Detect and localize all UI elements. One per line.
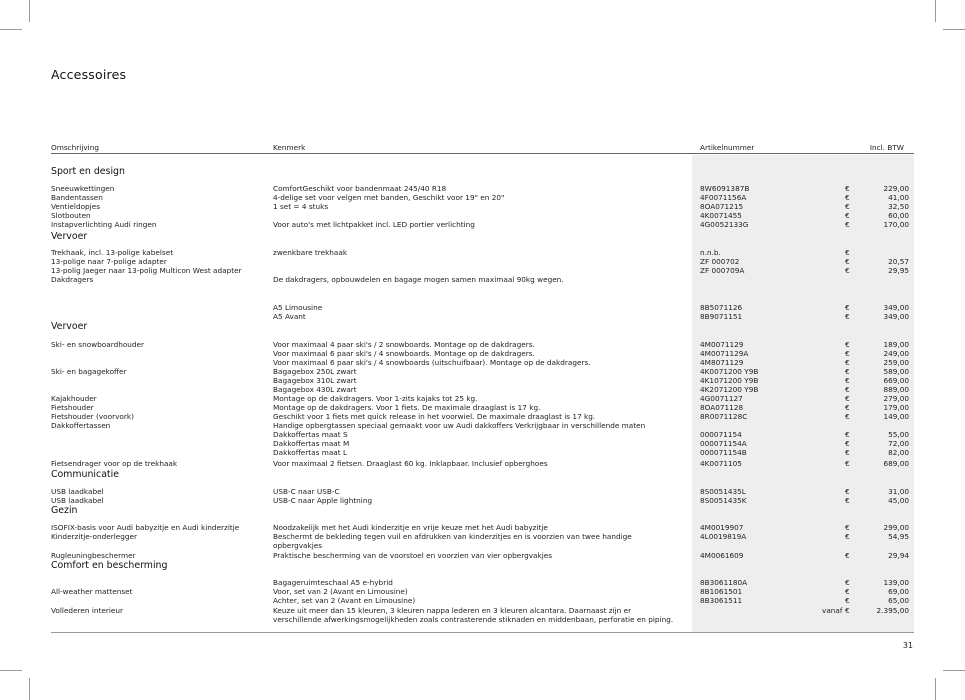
row-omschrijving: Kinderzitje-onderlegger (51, 532, 138, 541)
crop-mark (943, 670, 965, 671)
row-price: 82,00 (888, 448, 909, 457)
euro-symbol: € (845, 385, 850, 394)
row-artikelnummer: 4M0019907 (700, 523, 744, 532)
euro-symbol: € (845, 211, 850, 220)
crop-mark (935, 0, 936, 22)
row-kenmerk: A5 Avant (273, 312, 306, 321)
row-price: 149,00 (883, 412, 909, 421)
euro-symbol: € (845, 376, 850, 385)
row-artikelnummer: 8R0071128C (700, 412, 748, 421)
header-divider (51, 153, 914, 154)
row-omschrijving: Dakdragers (51, 275, 94, 284)
row-kenmerk: Praktische bescherming van de voorstoel en voorzien van vier opbergvakjes (273, 551, 553, 560)
row-price: 229,00 (883, 184, 909, 193)
row-kenmerk: Voor auto's met lichtpakket incl. LED portier verlichting (273, 220, 475, 229)
row-artikelnummer: ZF 000702 (700, 257, 740, 266)
row-omschrijving: Rugleuningbeschermer (51, 551, 136, 560)
row-artikelnummer: 8B3061511 (700, 596, 743, 605)
euro-symbol: € (845, 340, 850, 349)
row-price: 54,95 (888, 532, 909, 541)
row-kenmerk: De dakdragers, opbouwdelen en bagage mogen samen maximaal 90kg wegen. (273, 275, 564, 284)
row-kenmerk: Dakkoffertas maat L (273, 448, 348, 457)
row-price: 259,00 (883, 358, 909, 367)
row-kenmerk: Montage op de dakdragers. Voor 1-zits kajaks tot 25 kg. (273, 394, 478, 403)
row-price: 689,00 (883, 459, 909, 468)
row-omschrijving: Ventieldopjes (51, 202, 100, 211)
header-omschrijving: Omschrijving (51, 143, 99, 152)
euro-symbol: € (845, 523, 850, 532)
header-artikelnummer: Artikelnummer (700, 143, 755, 152)
row-artikelnummer: 8OA071215 (700, 202, 744, 211)
row-price: 279,00 (883, 394, 909, 403)
row-kenmerk: Voor maximaal 2 fietsen. Draaglast 60 kg. Inklapbaar. Inclusief opberghoes (273, 459, 548, 468)
euro-symbol: € (845, 412, 850, 421)
row-artikelnummer: 4M0071129A (700, 349, 749, 358)
row-price: 41,00 (888, 193, 909, 202)
row-artikelnummer: 4K1071200 Y9B (700, 376, 759, 385)
row-price: 179,00 (883, 403, 909, 412)
row-kenmerk: Dakkoffertas maat M (273, 439, 350, 448)
row-price: 45,00 (888, 496, 909, 505)
crop-mark (29, 0, 30, 22)
row-artikelnummer: 8B5071126 (700, 303, 743, 312)
row-omschrijving: ISOFIX-basis voor Audi babyzitje en Audi kinderzitje (51, 523, 240, 532)
row-omschrijving: Trekhaak, incl. 13-polige kabelset (51, 248, 174, 257)
row-kenmerk: A5 Limousine (273, 303, 323, 312)
row-price: 249,00 (883, 349, 909, 358)
row-kenmerk: Geschikt voor 1 fiets met quick release in het voorwiel. De maximale draaglast is 17 kg. (273, 412, 596, 421)
header-kenmerk: Kenmerk (273, 143, 306, 152)
row-kenmerk: USB-C naar USB-C (273, 487, 340, 496)
euro-symbol: € (845, 349, 850, 358)
row-kenmerk: opbergvakjes (273, 541, 323, 550)
euro-symbol: € (845, 587, 850, 596)
row-artikelnummer: 4F0071156A (700, 193, 747, 202)
row-price: 349,00 (883, 312, 909, 321)
euro-symbol: € (845, 448, 850, 457)
row-omschrijving: 13-polig Jaeger naar 13-polig Multicon West adapter (51, 266, 242, 275)
row-omschrijving: Sneeuwkettingen (51, 184, 115, 193)
row-artikelnummer: 4G0052133G (700, 220, 749, 229)
row-omschrijving: Slotbouten (51, 211, 91, 220)
euro-symbol: € (845, 496, 850, 505)
row-kenmerk: 1 set = 4 stuks (273, 202, 329, 211)
euro-symbol: € (845, 220, 850, 229)
row-artikelnummer: 000071154A (700, 439, 747, 448)
row-kenmerk: Voor maximaal 6 paar ski's / 4 snowboards. Montage op de dakdragers. (273, 349, 535, 358)
row-omschrijving: Fietshouder (51, 403, 94, 412)
row-kenmerk: Bagagebox 430L zwart (273, 385, 357, 394)
euro-symbol: € (845, 184, 850, 193)
row-omschrijving: Instapverlichting Audi ringen (51, 220, 157, 229)
euro-symbol: € (845, 430, 850, 439)
euro-symbol: € (845, 487, 850, 496)
euro-symbol: € (845, 578, 850, 587)
crop-mark (29, 678, 30, 700)
euro-symbol: € (845, 193, 850, 202)
row-kenmerk: Dakkoffertas maat S (273, 430, 348, 439)
row-kenmerk: Voor, set van 2 (Avant en Limousine) (273, 587, 408, 596)
row-omschrijving: Dakkoffertassen (51, 421, 111, 430)
row-omschrijving: Bandentassen (51, 193, 103, 202)
row-kenmerk: Bagageruimteschaal A5 e-hybrid (273, 578, 393, 587)
row-omschrijving: USB laadkabel (51, 496, 104, 505)
euro-symbol: € (845, 532, 850, 541)
row-kenmerk: Beschermt de bekleding tegen vuil en afdrukken van kinderzitjes en is voorzien van twee handige (273, 532, 632, 541)
euro-symbol: € (845, 394, 850, 403)
header-prijs: Incl. BTW (869, 143, 904, 152)
euro-symbol: € (845, 459, 850, 468)
row-kenmerk: Bagagebox 250L zwart (273, 367, 357, 376)
euro-symbol: € (845, 257, 850, 266)
euro-symbol: € (845, 248, 850, 257)
row-price: 299,00 (883, 523, 909, 532)
row-artikelnummer: 000071154 (700, 430, 742, 439)
section-title: Communicatie (51, 469, 119, 480)
row-kenmerk: verschillende afwerkingsmogelijkheden zoals contrasterende stiknaden en middenbaan, perforatie en piping. (273, 615, 674, 624)
crop-mark (0, 29, 22, 30)
row-kenmerk: 4-delige set voor velgen met banden, Geschikt voor 19" en 20" (273, 193, 505, 202)
page-number: 31 (902, 641, 913, 650)
row-price: 889,00 (883, 385, 909, 394)
row-price: 170,00 (883, 220, 909, 229)
row-kenmerk: zwenkbare trekhaak (273, 248, 348, 257)
row-kenmerk: Keuze uit meer dan 15 kleuren, 3 kleuren nappa lederen en 3 kleuren alcantara. Daarnaast zijn er (273, 606, 632, 615)
row-artikelnummer: 8S0051435K (700, 496, 747, 505)
row-omschrijving: Ski- en snowboardhouder (51, 340, 145, 349)
euro-symbol: € (845, 358, 850, 367)
row-kenmerk: Noodzakelijk met het Audi kinderzitje en vrije keuze met het Audi babyzitje (273, 523, 548, 532)
row-kenmerk: Voor maximaal 6 paar ski's / 4 snowboards (uitschuifbaar). Montage op de dakdragers. (273, 358, 591, 367)
row-price: 20,57 (888, 257, 909, 266)
row-artikelnummer: 4M0071129 (700, 340, 744, 349)
row-artikelnummer: 4K0071105 (700, 459, 742, 468)
section-title: Sport en design (51, 166, 125, 177)
row-price: 29,95 (888, 266, 909, 275)
row-kenmerk: Montage op de dakdragers. Voor 1 fiets. De maximale draaglast is 17 kg. (273, 403, 541, 412)
row-omschrijving: Ski- en bagagekoffer (51, 367, 127, 376)
row-artikelnummer: 4G0071127 (700, 394, 743, 403)
row-artikelnummer: ZF 000709A (700, 266, 745, 275)
row-price: 69,00 (888, 587, 909, 596)
row-price-prefix: vanaf (822, 606, 843, 615)
crop-mark (943, 29, 965, 30)
row-price: 139,00 (883, 578, 909, 587)
row-artikelnummer: 8B9071151 (700, 312, 743, 321)
row-artikelnummer: 4K0071455 (700, 211, 742, 220)
row-omschrijving: Fietsendrager voor op de trekhaak (51, 459, 178, 468)
euro-symbol: € (845, 367, 850, 376)
row-artikelnummer: 4L0019819A (700, 532, 747, 541)
euro-symbol: € (845, 439, 850, 448)
row-artikelnummer: 4K2071200 Y9B (700, 385, 759, 394)
row-price: 669,00 (883, 376, 909, 385)
row-omschrijving: Fietshouder (voorvork) (51, 412, 134, 421)
row-artikelnummer: 000071154B (700, 448, 747, 457)
page-title: Accessoires (51, 67, 127, 82)
row-kenmerk: USB-C naar Apple lightning (273, 496, 373, 505)
row-price: 31,00 (888, 487, 909, 496)
row-omschrijving: Vollederen interieur (51, 606, 123, 615)
row-price: 589,00 (883, 367, 909, 376)
row-artikelnummer: 4M0061609 (700, 551, 744, 560)
euro-symbol: € (845, 606, 850, 615)
row-omschrijving: USB laadkabel (51, 487, 104, 496)
euro-symbol: € (845, 303, 850, 312)
footer-divider (51, 632, 914, 633)
row-price: 60,00 (888, 211, 909, 220)
row-kenmerk: ComfortGeschikt voor bandenmaat 245/40 R18 (273, 184, 447, 193)
crop-mark (935, 678, 936, 700)
crop-mark (0, 670, 22, 671)
section-title: Comfort en bescherming (51, 560, 168, 571)
row-price: 349,00 (883, 303, 909, 312)
row-price: 32,50 (888, 202, 909, 211)
row-price: 65,00 (888, 596, 909, 605)
row-kenmerk: Achter, set van 2 (Avant en Limousine) (273, 596, 416, 605)
row-omschrijving: Kajakhouder (51, 394, 97, 403)
euro-symbol: € (845, 266, 850, 275)
row-artikelnummer: 4M8071129 (700, 358, 744, 367)
euro-symbol: € (845, 312, 850, 321)
row-artikelnummer: 8S0051435L (700, 487, 746, 496)
row-artikelnummer: 8W6091387B (700, 184, 750, 193)
row-omschrijving: 13-polige naar 7-polige adapter (51, 257, 167, 266)
row-price: 189,00 (883, 340, 909, 349)
row-omschrijving: All-weather mattenset (51, 587, 133, 596)
section-title: Vervoer (51, 231, 88, 242)
row-price: 29,94 (888, 551, 909, 560)
euro-symbol: € (845, 403, 850, 412)
row-artikelnummer: n.n.b. (700, 248, 721, 257)
row-kenmerk: Handige opbergtassen speciaal gemaakt voor uw Audi dakkoffers Verkrijgbaar in verschillende maten (273, 421, 646, 430)
euro-symbol: € (845, 202, 850, 211)
section-title: Gezin (51, 505, 78, 516)
euro-symbol: € (845, 596, 850, 605)
row-artikelnummer: 8OA071128 (700, 403, 744, 412)
row-price: 55,00 (888, 430, 909, 439)
row-kenmerk: Bagagebox 310L zwart (273, 376, 357, 385)
row-artikelnummer: 8B1061501 (700, 587, 743, 596)
euro-symbol: € (845, 551, 850, 560)
row-price: 2.395,00 (876, 606, 909, 615)
row-price: 72,00 (888, 439, 909, 448)
section-title: Vervoer (51, 321, 88, 332)
row-artikelnummer: 8B3061180A (700, 578, 748, 587)
row-kenmerk: Voor maximaal 4 paar ski's / 2 snowboards. Montage op de dakdragers. (273, 340, 535, 349)
row-artikelnummer: 4K0071200 Y9B (700, 367, 759, 376)
